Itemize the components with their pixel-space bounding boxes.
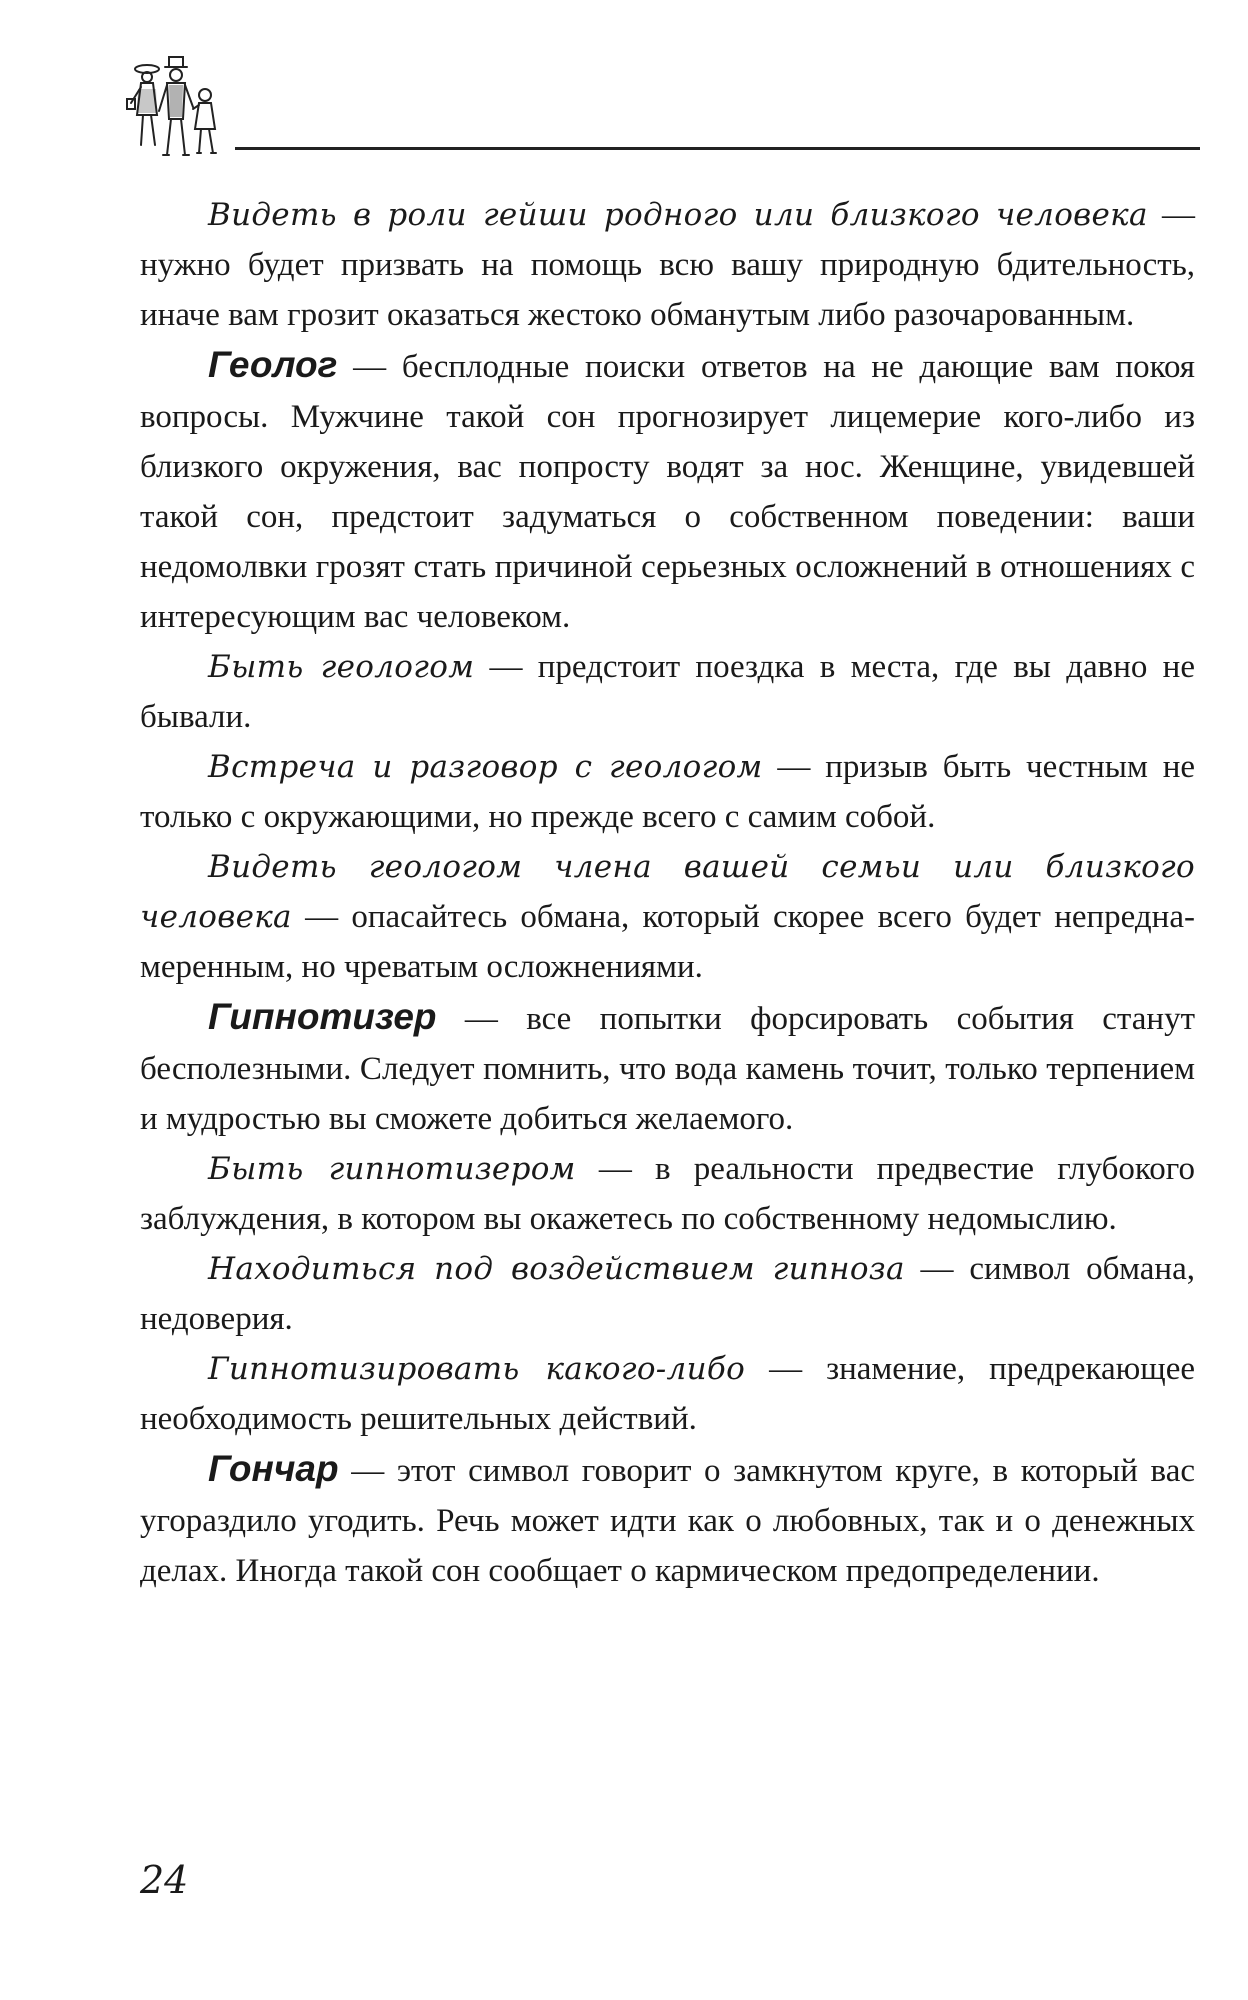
entry-text: — нужно будет призвать на помощь всю вашу природную бдительность, иначе вам грозит оказаться жестоко обманутым либо разочарованным. bbox=[140, 197, 1195, 333]
entry-term: Быть гипнотизером bbox=[208, 1151, 576, 1187]
entry-term: Гипнотизер bbox=[208, 996, 437, 1037]
entry bbox=[140, 1444, 1195, 1596]
entry-text: — предстоит поездка в места, где вы давно не бывали. bbox=[140, 649, 1195, 735]
entry bbox=[140, 992, 1195, 1144]
header-rule bbox=[235, 147, 1200, 150]
family-walking-illustration bbox=[125, 55, 235, 175]
entry bbox=[140, 340, 1195, 642]
entry-text: — символ обмана, недоверия. bbox=[140, 1251, 1195, 1337]
entry bbox=[140, 842, 1195, 992]
page-number: 24 bbox=[140, 1858, 189, 1902]
entry-text: — знамение, предрекающее необходимость решительных действий. bbox=[140, 1351, 1196, 1437]
entry-term: Находиться под воздействием гипноза bbox=[208, 1251, 905, 1287]
entry bbox=[140, 190, 1195, 340]
entry-term: Гончар bbox=[208, 1448, 339, 1489]
entry-term: Быть геологом bbox=[208, 649, 475, 685]
entry bbox=[140, 1244, 1195, 1344]
entry-term: Видеть в роли гейши родного или близкого человека bbox=[208, 197, 1148, 233]
entry-text: — бесплодные поиски ответов на не дающие вам покоя вопросы. Мужчине такой сон прогнозирует лицемерие кого-либо из близкого окружения, вас попросту водят за нос. Женщине, увидевшей такой сон, предстоит задуматься о собственном поведении: ваши недомолвки грозят стать причиной серьезных осложнений в отношениях с интересующим вас человеком. bbox=[140, 349, 1195, 635]
entry-term: Гипнотизировать какого-либо bbox=[208, 1351, 746, 1387]
entry bbox=[140, 1144, 1195, 1244]
entry-term: Геолог bbox=[208, 344, 338, 385]
dictionary-body bbox=[140, 190, 1195, 1596]
entry bbox=[140, 1344, 1195, 1444]
entry-text: — призыв быть честным не только с окружающими, но прежде всего с самим собой. bbox=[140, 749, 1195, 835]
entry-term: Встреча и разговор с геологом bbox=[208, 749, 763, 785]
entry bbox=[140, 742, 1195, 842]
entry-text: — этот символ говорит о замкнутом круге, в который вас угораздило угодить. Речь может идти как о любовных, так и о денежных делах. Иногда такой сон сообщает о кармическом предопределении. bbox=[140, 1453, 1195, 1589]
entry-term: Видеть геологом члена вашей семьи или близкого человека bbox=[140, 849, 1195, 935]
entry-text: — все попытки форсировать события станут бесполезными. Следует помнить, что вода камень точит, только терпением и мудростью вы сможете добиться желаемого. bbox=[140, 1001, 1195, 1137]
entry-text: — опасайтесь обмана, который скорее всего будет непреднамеренным, но чреватым осложнениями. bbox=[140, 899, 1195, 985]
entry-text: — в реальности предвестие глубокого заблуждения, в котором вы окажетесь по собственному недомыслию. bbox=[140, 1151, 1195, 1237]
page-header bbox=[125, 55, 1200, 175]
entry bbox=[140, 642, 1195, 742]
